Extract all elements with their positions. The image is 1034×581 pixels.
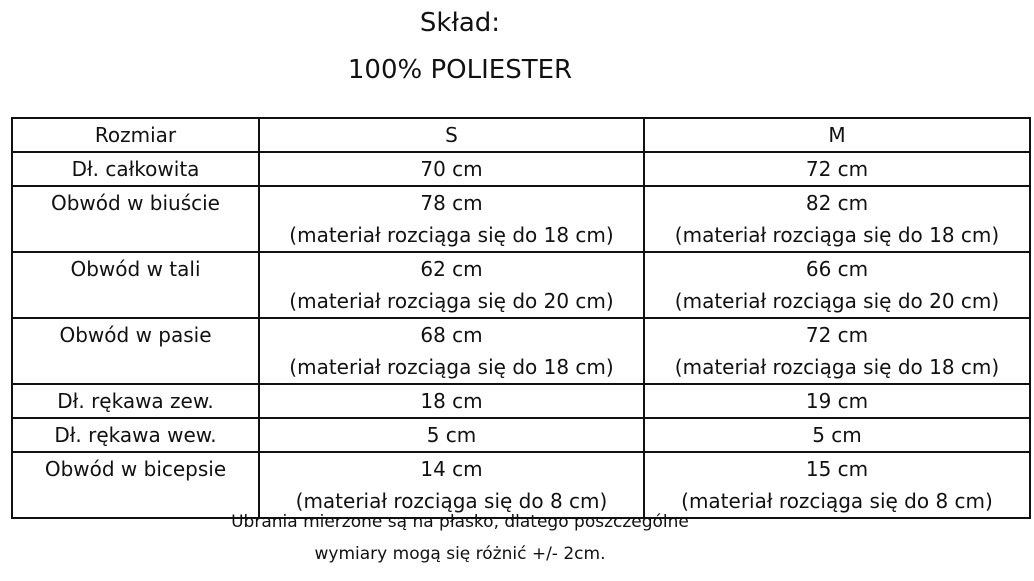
row-label: Dł. całkowita	[12, 152, 259, 186]
table-row	[12, 186, 1030, 252]
table-row	[12, 384, 1030, 418]
value-m: 66 cm (materiał rozciąga się do 20 cm)	[644, 252, 1030, 318]
value-s: 70 cm	[259, 152, 644, 186]
row-label: Obwód w tali	[12, 252, 259, 318]
row-label: Dł. rękawa wew.	[12, 418, 259, 452]
table-row	[12, 152, 1030, 186]
table-row	[12, 318, 1030, 384]
note-line-2: wymiary mogą się różnić +/- 2cm.	[314, 544, 606, 564]
row-label: Obwód w biuście	[12, 186, 259, 252]
value-m: 72 cm (materiał rozciąga się do 18 cm)	[644, 318, 1030, 384]
row-label: Obwód w bicepsie	[12, 452, 259, 518]
value-s: 18 cm	[259, 384, 644, 418]
value-m: 72 cm	[644, 152, 1030, 186]
row-label: Dł. rękawa zew.	[12, 384, 259, 418]
value-m: 5 cm	[644, 418, 1030, 452]
value-m: 15 cm (materiał rozciąga się do 8 cm)	[644, 452, 1030, 518]
table-row	[12, 452, 1030, 518]
header-m: M	[644, 118, 1030, 152]
value-s: 14 cm (materiał rozciąga się do 8 cm)	[259, 452, 644, 518]
composition-label: Skład:	[419, 8, 501, 38]
composition-value: 100% POLIESTER	[347, 55, 573, 85]
note-line-1: Ubrania mierzone są na płasko, dlatego poszczególne	[231, 512, 689, 532]
value-m: 82 cm (materiał rozciąga się do 18 cm)	[644, 186, 1030, 252]
table-row	[12, 252, 1030, 318]
value-m: 19 cm	[644, 384, 1030, 418]
value-s: 5 cm	[259, 418, 644, 452]
value-s: 68 cm (materiał rozciąga się do 18 cm)	[259, 318, 644, 384]
table-row	[12, 418, 1030, 452]
value-s: 78 cm (materiał rozciąga się do 18 cm)	[259, 186, 644, 252]
value-s: 62 cm (materiał rozciąga się do 20 cm)	[259, 252, 644, 318]
header-s: S	[259, 118, 644, 152]
header-size: Rozmiar	[12, 118, 259, 152]
row-label: Obwód w pasie	[12, 318, 259, 384]
table-header-row	[12, 118, 1030, 152]
size-table	[11, 117, 1031, 519]
